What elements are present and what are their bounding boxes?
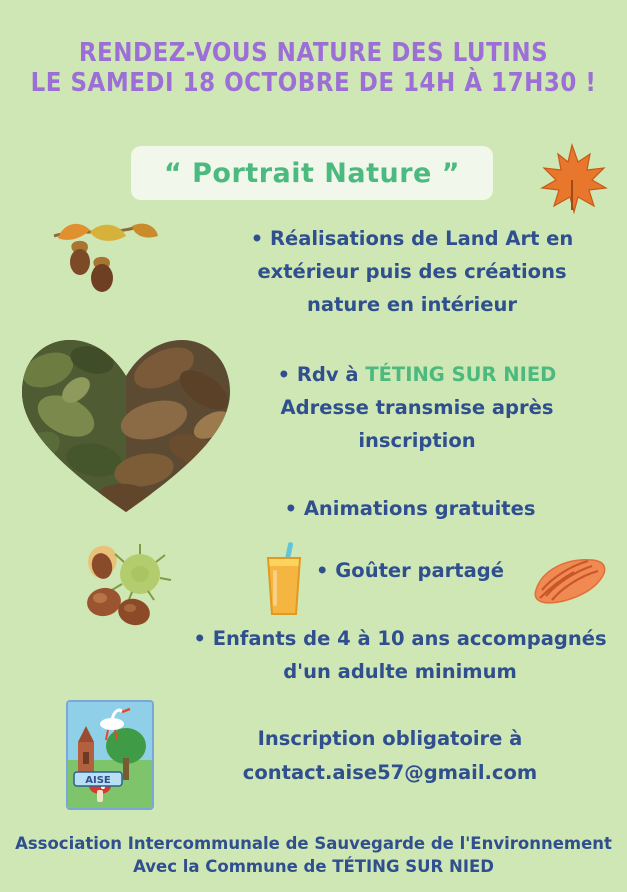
- bullet-activity: • Réalisations de Land Art en extérieur puis des créations nature en intérieur: [250, 227, 574, 316]
- maple-leaf-icon: [534, 140, 610, 216]
- footer-line-2: Avec la Commune de TÉTING SUR NIED: [133, 857, 494, 876]
- bullet-location: [232, 358, 602, 457]
- bullet-location-prefix: • Rdv à: [277, 363, 366, 386]
- bullet-location-note: Adresse transmise après inscription: [280, 396, 554, 452]
- bullet-snack: • Goûter partagé: [316, 559, 504, 582]
- signup-email[interactable]: contact.aise57@gmail.com: [242, 761, 538, 784]
- bullet-ages: • Enfants de 4 à 10 ans accompagnés d'un adulte minimum: [193, 627, 607, 683]
- logo-text: AISE: [85, 775, 111, 786]
- footer-line-1: Association Intercommunale de Sauvegarde de l'Environnement: [15, 834, 612, 853]
- subtitle-pill: [131, 146, 493, 200]
- bullet-free: • Animations gratuites: [284, 497, 536, 520]
- signup-label: Inscription obligatoire à: [257, 727, 523, 750]
- chestnuts-icon: [70, 540, 190, 630]
- title-line-2: LE SAMEDI 18 OCTOBRE DE 14H À 17H30 !: [30, 68, 597, 98]
- signup-block: [160, 722, 620, 790]
- footer: [0, 832, 627, 878]
- acorn-branch-icon: [44, 218, 164, 308]
- subtitle-text: “ Portrait Nature ”: [163, 157, 461, 189]
- title-line-1: RENDEZ-VOUS NATURE DES LUTINS: [78, 38, 549, 68]
- poster-title: [0, 38, 627, 98]
- bullet-location-city: TÉTING SUR NIED: [365, 363, 557, 386]
- aise-logo-image: [66, 700, 154, 810]
